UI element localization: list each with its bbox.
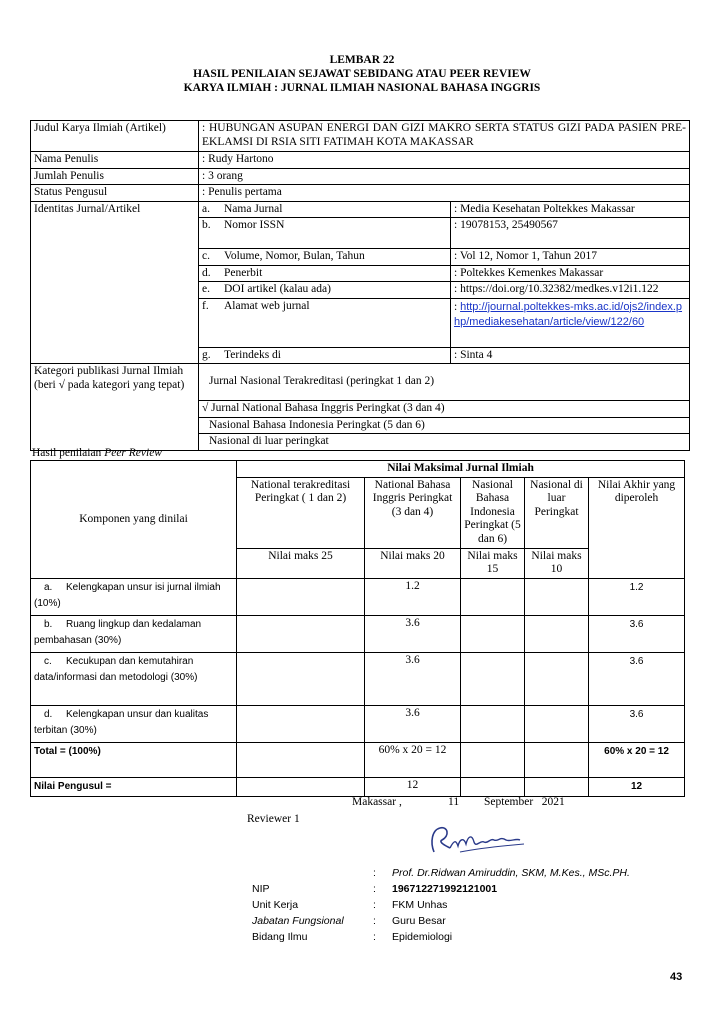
col-header-luar-peringkat: Nasional di luar Peringkat	[525, 477, 589, 548]
volume-value: : Vol 12, Nomor 1, Tahun 2017	[451, 249, 690, 266]
document-page: LEMBAR 22 HASIL PENILAIAN SEJAWAT SEBIDANG ATAU PEER REVIEW KARYA ILMIAH : JURNAL ILMIAH NASIONAL BAHASA INGGRIS Judul Karya Ilmiah (Artikel) : HUBUNGAN ASUPAN ENERGI DAN GIZI MAKRO SERTA STATUS GIZI PADA PASIEN PRE-EKLAMSI DI RSIA SITI FATIMAH KOTA MAKASSAR Nama Penulis : Rudy Hartono Jumlah Penulis : 3 orang Status Pengusul : Penulis pertama Identitas Jurnal/Artikel a. Nama Jurnal : Media Kesehatan Poltekkes Makassar b. Nomor ISSN : 19078153, 25490567 c. Volume, Nomor, Bulan, Tahun : Vol 12, Nomor 1, Tahun 2017 d. Penerbit : Poltekkes Kemenkes Makassar e. DOI artikel (kalau ada) : https://doi.org/10.32382/medkes.v12i1.122 f. Alamat web jurnal : http://journal.poltekkes-mks.ac.id/ojs2/index.php/mediakesehatan/article/view/122/60 g. Terindeks di : Sinta 4 Kategori publikasi Jurnal Ilmiah (beri √ pada kategori yang tepat) Jurnal Nasional Terakreditasi (peringkat 1 dan 2) √ Jurnal National Bahasa Inggris Peringkat (3 dan 4) Nasional Bahasa Indonesia Peringkat (5 dan 6) Nasional di luar peringkat Hasil penilaian Peer Review Komponen yang dinilai Nilai Maksimal Jurnal Ilmiah National terakreditasi Peringkat ( 1 dan 2) National Bahasa Inggris Peringkat (3 dan 4) Nasional Bahasa Indonesia Peringkat (5 dan 6) Nasional di luar Peringkat Nilai Akhir yang diperoleh Nilai maks 25 Nilai maks 20 Nilai maks 15 Nilai maks 10 a. Kelengkapan unsur isi jurnal ilmiah (10%) 1.2 1.2 b. Ruang lingkup dan kedalaman pembahasan (30%) 3.6 3.6 c. Kecukupan dan kemutahiran data/informasi dan metodologi (30%) 3.6 3.6 d. Kelengkapan unsur dan kualitas terbitan (30%) 3.6 3.6 Total = (100%) 60% x 20 = 12 60% x 20 = 12 Nilai Pengusul = 12 12 Makassar , 11 September 2021 Reviewer 1 : Prof. Dr.Ridwan Amiruddin, SKM, M.Kes., MSc.PH. NIP : 196712271992121001 Unit Kerja : FKM Unhas Jabatan Fungsional : Guru Besar Bidang Ilmu : Epidemiologi 43	[0, 0, 724, 1024]
unit-value: FKM Unhas	[392, 899, 448, 911]
journal-name-label: Nama Jurnal	[224, 202, 283, 215]
table-row: a. Kelengkapan unsur isi jurnal ilmiah (10%) 1.2 1.2	[31, 578, 685, 615]
total-row	[31, 742, 685, 777]
bidang-label: Bidang Ilmu	[252, 931, 308, 943]
title-row	[31, 121, 690, 152]
results-table	[30, 460, 685, 797]
row-c-value: 3.6	[365, 652, 461, 705]
kategori-note: (beri √ pada kategori yang tepat)	[34, 378, 185, 391]
nip-value: 196712271992121001	[392, 883, 498, 895]
maks-20: Nilai maks 20	[365, 548, 461, 578]
category-option-1: Jurnal Nasional Terakreditasi (peringkat 1 dan 2)	[199, 364, 690, 401]
row-b-value: 3.6	[365, 615, 461, 652]
category-option-3: Nasional Bahasa Indonesia Peringkat (5 dan 6)	[199, 417, 690, 434]
total-label: Total = (100%)	[31, 742, 237, 777]
pengusul-value: 12	[365, 777, 461, 796]
table-row: d. Kelengkapan unsur dan kualitas terbitan (30%) 3.6 3.6	[31, 705, 685, 742]
maks-15: Nilai maks 15	[461, 548, 525, 578]
journal-name-value: : Media Kesehatan Poltekkes Makassar	[451, 201, 690, 218]
maks-10: Nilai maks 10	[525, 548, 589, 578]
status-value: : Penulis pertama	[199, 185, 690, 202]
journal-item-row: Identitas Jurnal/Artikel a. Nama Jurnal : Media Kesehatan Poltekkes Makassar	[31, 201, 690, 218]
row-c-akhir: 3.6	[589, 652, 685, 705]
document-title: HASIL PENILAIAN SEJAWAT SEBIDANG ATAU PEER REVIEW	[193, 68, 531, 80]
journal-web-link[interactable]: http://journal.poltekkes-mks.ac.id/ojs2/index.php/mediakesehatan/article/view/122/60	[454, 300, 683, 328]
bidang-value: Epidemiologi	[392, 931, 453, 943]
col-header-nilai-akhir: Nilai Akhir yang diperoleh	[589, 477, 685, 578]
journal-item-row: b. Nomor ISSN : 19078153, 25490567	[31, 218, 690, 249]
author-count-row	[31, 168, 690, 185]
issn-label: Nomor ISSN	[224, 219, 285, 231]
doi-label: DOI artikel (kalau ada)	[224, 283, 331, 295]
page-number: 43	[670, 971, 683, 983]
unit-label: Unit Kerja	[252, 899, 299, 911]
sign-month-year: September 2021	[484, 796, 565, 808]
author-row	[31, 152, 690, 169]
sign-day: 11	[448, 796, 460, 808]
identitas-label: Identitas Jurnal/Artikel	[31, 201, 199, 364]
status-label: Status Pengusul	[31, 185, 199, 202]
pengusul-akhir: 12	[589, 777, 685, 796]
nama-value: : Rudy Hartono	[199, 152, 690, 169]
row-d-akhir: 3.6	[589, 705, 685, 742]
total-akhir: 60% x 20 = 12	[589, 742, 685, 777]
journal-item-row: e. DOI artikel (kalau ada) : https://doi.org/10.32382/medkes.v12i1.122	[31, 282, 690, 299]
publisher-label: Penerbit	[224, 266, 263, 279]
journal-item-row: f. Alamat web jurnal : http://journal.poltekkes-mks.ac.id/ojs2/index.php/mediakesehatan/article/view/122/60	[31, 298, 690, 347]
journal-item-row: c. Volume, Nomor, Bulan, Tahun : Vol 12, Nomor 1, Tahun 2017	[31, 249, 690, 266]
pengusul-label: Nilai Pengusul =	[31, 777, 237, 796]
komponen-header: Komponen yang dinilai	[31, 461, 237, 579]
document-subtitle: KARYA ILMIAH : JURNAL ILMIAH NASIONAL BAHASA INGGRIS	[183, 82, 541, 94]
maks-25: Nilai maks 25	[237, 548, 365, 578]
reviewer-label: Reviewer 1	[247, 813, 300, 825]
journal-item-row: d. Penerbit : Poltekkes Kemenkes Makassar	[31, 265, 690, 282]
reviewer-name: Prof. Dr.Ridwan Amiruddin, SKM, M.Kes., MSc.PH.	[392, 867, 630, 879]
category-option-4: Nasional di luar peringkat	[199, 434, 690, 451]
judul-label: Judul Karya Ilmiah (Artikel)	[31, 121, 199, 152]
identity-table	[30, 120, 690, 451]
nip-label: NIP	[252, 883, 270, 895]
name-colon: :	[373, 867, 376, 879]
judul-value: : HUBUNGAN ASUPAN ENERGI DAN GIZI MAKRO SERTA STATUS GIZI PADA PASIEN PRE-EKLAMSI DI RSIA SITI FATIMAH KOTA MAKASSAR	[199, 121, 690, 152]
jabatan-value: Guru Besar	[392, 915, 446, 927]
pengusul-row	[31, 777, 685, 796]
signature-image	[420, 818, 530, 860]
journal-item-row: g. Terindeks di : Sinta 4	[31, 347, 690, 364]
status-row	[31, 185, 690, 202]
table-row: b. Ruang lingkup dan kedalaman pembahasan (30%) 3.6 3.6	[31, 615, 685, 652]
web-label: Alamat web jurnal	[224, 299, 310, 312]
kategori-label: Kategori publikasi Jurnal Ilmiah	[34, 365, 184, 377]
category-option-2: √ Jurnal National Bahasa Inggris Peringkat (3 dan 4)	[199, 401, 690, 418]
nama-label: Nama Penulis	[31, 152, 199, 169]
sign-city: Makassar ,	[352, 796, 402, 808]
index-value: : Sinta 4	[451, 347, 690, 364]
col-header-terakreditasi: National terakreditasi Peringkat ( 1 dan 2)	[237, 477, 365, 548]
results-caption: Hasil penilaian Peer Review	[32, 447, 162, 459]
row-b-akhir: 3.6	[589, 615, 685, 652]
row-a-value: 1.2	[365, 578, 461, 615]
col-header-bahasa-inggris: National Bahasa Inggris Peringkat (3 dan 4)	[365, 477, 461, 548]
doi-value: : https://doi.org/10.32382/medkes.v12i1.122	[451, 282, 690, 299]
table-row: c. Kecukupan dan kemutahiran data/informasi dan metodologi (30%) 3.6 3.6	[31, 652, 685, 705]
nilai-maks-header: Nilai Maksimal Jurnal Ilmiah	[237, 461, 685, 478]
sheet-number: LEMBAR 22	[329, 54, 395, 66]
row-d-value: 3.6	[365, 705, 461, 742]
total-value: 60% x 20 = 12	[365, 742, 461, 777]
row-a-akhir: 1.2	[589, 578, 685, 615]
jabatan-label: Jabatan Fungsional	[252, 915, 344, 927]
jumlah-value: : 3 orang	[199, 168, 690, 185]
volume-label: Volume, Nomor, Bulan, Tahun	[224, 250, 365, 262]
issn-value: : 19078153, 25490567	[451, 218, 690, 249]
col-header-bahasa-indonesia: Nasional Bahasa Indonesia Peringkat (5 dan 6)	[461, 477, 525, 548]
index-label: Terindeks di	[224, 348, 282, 361]
publisher-value: : Poltekkes Kemenkes Makassar	[451, 265, 690, 282]
category-row	[31, 364, 690, 401]
jumlah-label: Jumlah Penulis	[31, 168, 199, 185]
